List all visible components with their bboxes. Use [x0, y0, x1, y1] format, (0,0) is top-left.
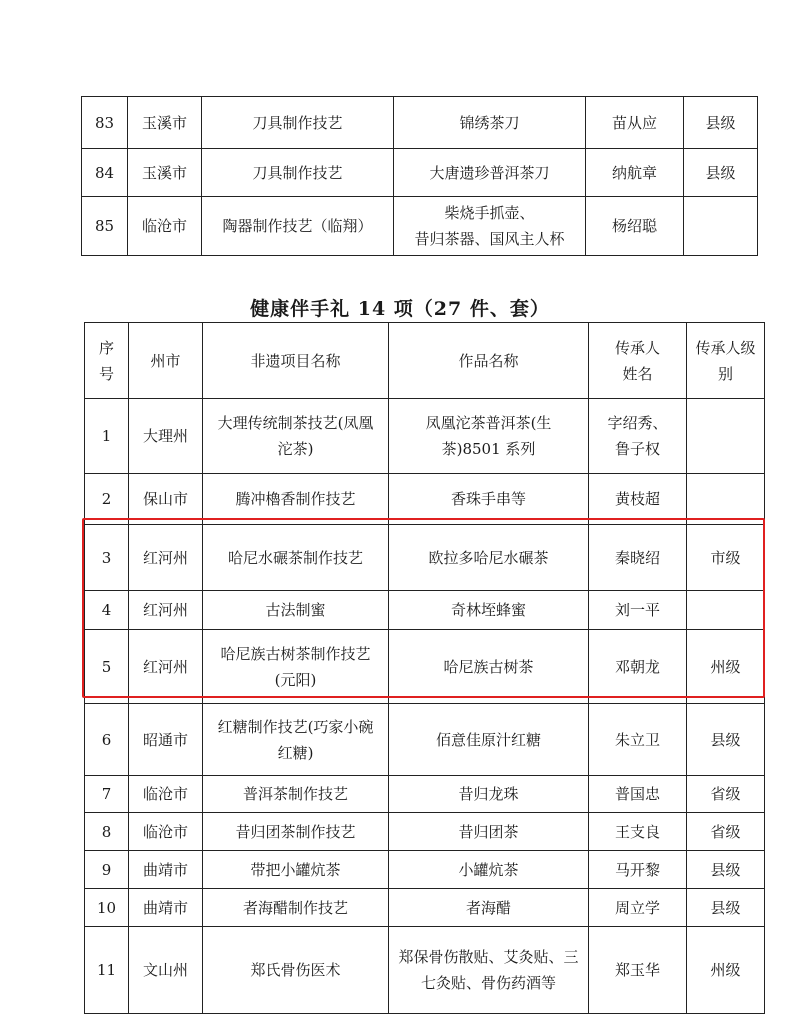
cell-level: 省级: [687, 776, 765, 813]
cell-no: 85: [82, 197, 128, 256]
section-title: 健康伴手礼 14 项（27 件、套）: [250, 298, 550, 320]
cell-city: 保山市: [129, 474, 203, 525]
cell-inheritor: 刘一平: [589, 591, 687, 630]
cell-level: [684, 197, 758, 256]
cell-project: 刀具制作技艺: [202, 149, 394, 197]
cell-no: 7: [85, 776, 129, 813]
cell-level: 县级: [687, 889, 765, 927]
header-city: 州市: [129, 323, 203, 399]
cell-level: 市级: [687, 525, 765, 591]
table-row: [82, 149, 758, 197]
cell-inheritor: 黄枝超: [589, 474, 687, 525]
cell-level: 县级: [684, 149, 758, 197]
cell-project: 古法制蜜: [203, 591, 389, 630]
cell-inheritor: 朱立卫: [589, 704, 687, 776]
header-work: 作品名称: [389, 323, 589, 399]
cell-inheritor: 王支良: [589, 813, 687, 851]
cell-level: 县级: [687, 851, 765, 889]
table-row: [85, 889, 765, 927]
cell-no: 5: [85, 630, 129, 704]
cell-project: 陶器制作技艺（临翔）: [202, 197, 394, 256]
header-project: 非遗项目名称: [203, 323, 389, 399]
header-no: 序 号: [85, 323, 129, 399]
table-row: [85, 776, 765, 813]
table-row: [82, 97, 758, 149]
table-row: [85, 399, 765, 474]
cell-no: 2: [85, 474, 129, 525]
cell-no: 9: [85, 851, 129, 889]
cell-no: 4: [85, 591, 129, 630]
cell-inheritor: 郑玉华: [589, 927, 687, 1014]
cell-level: 县级: [684, 97, 758, 149]
cell-project: 普洱茶制作技艺: [203, 776, 389, 813]
cell-inheritor: 字绍秀、 鲁子权: [589, 399, 687, 474]
cell-inheritor: 邓朝龙: [589, 630, 687, 704]
cell-city: 红河州: [129, 630, 203, 704]
cell-project: 哈尼水碾茶制作技艺: [203, 525, 389, 591]
cell-work: 香珠手串等: [389, 474, 589, 525]
cell-project: 郑氏骨伤医术: [203, 927, 389, 1014]
table-row: [85, 525, 765, 591]
cell-city: 曲靖市: [129, 889, 203, 927]
cell-level: 州级: [687, 927, 765, 1014]
cell-no: 10: [85, 889, 129, 927]
cell-work: 哈尼族古树茶: [389, 630, 589, 704]
cell-work: 凤凰沱茶普洱茶(生 茶)8501 系列: [389, 399, 589, 474]
table-row: [85, 704, 765, 776]
cell-level: 州级: [687, 630, 765, 704]
cell-work: 郑保骨伤散贴、艾灸贴、三 七灸贴、骨伤药酒等: [389, 927, 589, 1014]
cell-work: 欧拉多哈尼水碾茶: [389, 525, 589, 591]
cell-city: 曲靖市: [129, 851, 203, 889]
cell-level: [687, 399, 765, 474]
cell-level: 省级: [687, 813, 765, 851]
cell-project: 刀具制作技艺: [202, 97, 394, 149]
top-table: [81, 96, 758, 256]
table-row: [85, 851, 765, 889]
cell-no: 6: [85, 704, 129, 776]
cell-inheritor: 秦晓绍: [589, 525, 687, 591]
cell-work: 锦绣茶刀: [394, 97, 586, 149]
cell-city: 红河州: [129, 525, 203, 591]
cell-inheritor: 马开黎: [589, 851, 687, 889]
main-table: [84, 322, 765, 1014]
cell-inheritor: 杨绍聪: [586, 197, 684, 256]
cell-no: 11: [85, 927, 129, 1014]
header-row: [85, 323, 765, 399]
table-row: [82, 197, 758, 256]
cell-city: 大理州: [129, 399, 203, 474]
cell-level: 县级: [687, 704, 765, 776]
cell-level: [687, 591, 765, 630]
cell-inheritor: 苗从应: [586, 97, 684, 149]
cell-project: 昔归团茶制作技艺: [203, 813, 389, 851]
table-row: [85, 813, 765, 851]
cell-city: 文山州: [129, 927, 203, 1014]
cell-no: 83: [82, 97, 128, 149]
cell-city: 临沧市: [128, 197, 202, 256]
cell-project: 带把小罐炕茶: [203, 851, 389, 889]
cell-work: 者海醋: [389, 889, 589, 927]
cell-no: 3: [85, 525, 129, 591]
cell-inheritor: 周立学: [589, 889, 687, 927]
table-row: [85, 591, 765, 630]
cell-inheritor: 纳航章: [586, 149, 684, 197]
cell-city: 昭通市: [129, 704, 203, 776]
table-row: [85, 927, 765, 1014]
cell-project: 大理传统制茶技艺(凤凰 沱茶): [203, 399, 389, 474]
cell-work: 昔归龙珠: [389, 776, 589, 813]
cell-work: 小罐炕茶: [389, 851, 589, 889]
cell-project: 者海醋制作技艺: [203, 889, 389, 927]
cell-city: 临沧市: [129, 776, 203, 813]
cell-project: 红糖制作技艺(巧家小碗 红糖): [203, 704, 389, 776]
cell-work: 佰意佳原汁红糖: [389, 704, 589, 776]
cell-no: 1: [85, 399, 129, 474]
cell-city: 临沧市: [129, 813, 203, 851]
header-inheritor: 传承人 姓名: [589, 323, 687, 399]
cell-level: [687, 474, 765, 525]
cell-no: 84: [82, 149, 128, 197]
header-level: 传承人级 别: [687, 323, 765, 399]
cell-city: 红河州: [129, 591, 203, 630]
cell-work: 奇林垤蜂蜜: [389, 591, 589, 630]
cell-project: 腾冲櫓香制作技艺: [203, 474, 389, 525]
table-row: [85, 630, 765, 704]
cell-city: 玉溪市: [128, 149, 202, 197]
cell-project: 哈尼族古树茶制作技艺 (元阳): [203, 630, 389, 704]
table-row: [85, 474, 765, 525]
cell-no: 8: [85, 813, 129, 851]
cell-work: 大唐遗珍普洱茶刀: [394, 149, 586, 197]
cell-inheritor: 普国忠: [589, 776, 687, 813]
cell-city: 玉溪市: [128, 97, 202, 149]
cell-work: 昔归团茶: [389, 813, 589, 851]
cell-work: 柴烧手抓壶、 昔归茶器、国风主人杯: [394, 197, 586, 256]
